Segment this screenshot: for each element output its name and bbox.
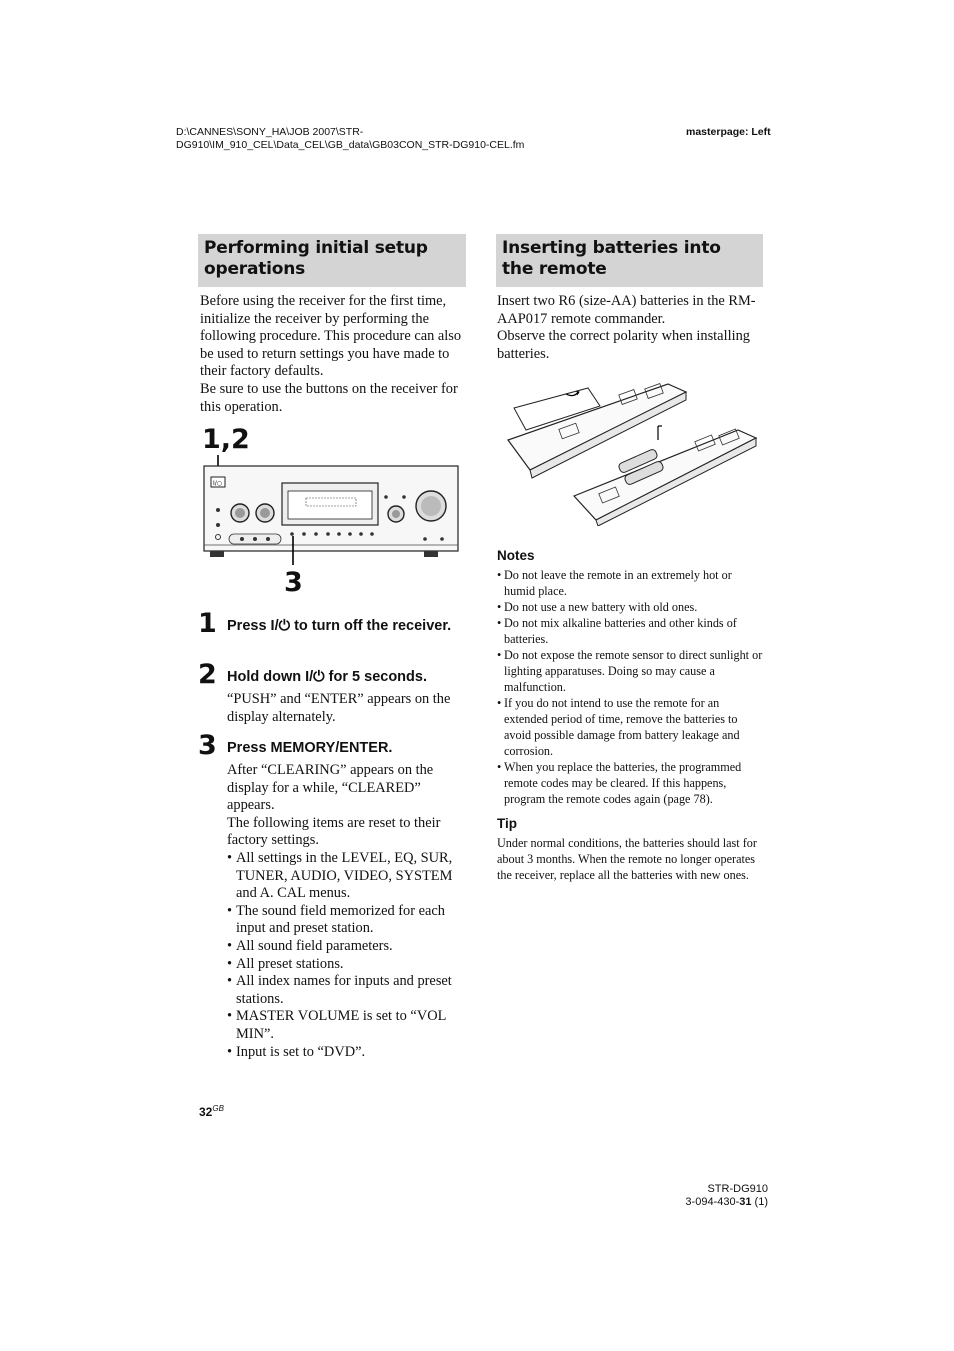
batteries-intro <box>497 293 763 363</box>
list-item: • When you replace the batteries, the programmed remote codes may be cleared. If this happens, program the remote codes again (page 78). <box>497 759 765 807</box>
list-item: • The sound field memorized for each input and preset station. <box>227 903 463 938</box>
step-2-description: “PUSH” and “ENTER” appears on the display alternately. <box>227 691 451 725</box>
setup-intro-para-2: Be sure to use the buttons on the receiver for this operation. <box>200 380 458 415</box>
page-number-suffix: GB <box>212 1104 224 1113</box>
page-number <box>199 1104 224 1119</box>
step-3-description <box>227 762 463 1061</box>
figure-label-memory: 3 <box>284 567 303 598</box>
list-item: • Do not leave the remote in an extremely hot or humid place. <box>497 567 765 599</box>
footer-model-info <box>640 1183 768 1209</box>
step-1-number: 1 <box>198 608 217 639</box>
notes-heading: Notes <box>497 548 535 563</box>
list-item: • Do not mix alkaline batteries and other kinds of batteries. <box>497 615 765 647</box>
tip-heading: Tip <box>497 816 517 831</box>
step-3-desc-1: After “CLEARING” appears on the display for a while, “CLEARED” appears. <box>227 762 434 814</box>
batteries-intro-para-1: Insert two R6 (size-AA) batteries in the RM-AAP017 remote commander. <box>497 293 756 327</box>
list-item: • MASTER VOLUME is set to “VOL MIN”. <box>227 1008 463 1043</box>
file-path-line-1: D:\CANNES\SONY_HA\JOB 2007\STR- <box>176 126 364 138</box>
step-2-title: Hold down I/⏻ for 5 seconds. <box>227 669 427 685</box>
step-3-desc-2: The following items are reset to their factory settings. <box>227 814 441 849</box>
remote-batteries-illustration <box>500 378 762 526</box>
list-item: • Do not use a new battery with old ones. <box>497 599 765 615</box>
figure-label-power: 1,2 <box>202 424 250 455</box>
tip-text: Under normal conditions, the batteries should last for about 3 months. When the remote no longer operates the receiver, replace all the batteries with new ones. <box>497 836 757 882</box>
step-3-title: Press MEMORY/ENTER. <box>227 740 393 756</box>
footer-code-suffix: (1) <box>751 1196 768 1208</box>
list-item: • Input is set to “DVD”. <box>227 1044 463 1062</box>
step-1-title: Press I/⏻ to turn off the receiver. <box>227 618 452 634</box>
footer-model: STR-DG910 <box>707 1183 768 1195</box>
batteries-intro-para-2: Observe the correct polarity when installing batteries. <box>497 328 750 362</box>
list-item: • All preset stations. <box>227 956 463 974</box>
svg-text:I/○: I/○ <box>213 480 223 487</box>
reset-items-list <box>227 850 463 1061</box>
list-item: • All sound field parameters. <box>227 938 463 956</box>
list-item: • All settings in the LEVEL, EQ, SUR, TUNER, AUDIO, VIDEO, SYSTEM and A. CAL menus. <box>227 850 463 903</box>
step-3-number: 3 <box>198 730 217 761</box>
masterpage-label: masterpage: Left <box>686 126 771 138</box>
list-item: • Do not expose the remote sensor to direct sunlight or lighting apparatuses. Doing so may cause a malfunction. <box>497 647 765 695</box>
file-path <box>176 126 524 152</box>
page-number-value: 32 <box>199 1105 213 1119</box>
setup-intro <box>200 293 466 416</box>
step-2-number: 2 <box>198 659 217 690</box>
footer-code-bold: 31 <box>739 1196 752 1208</box>
list-item: • If you do not intend to use the remote for an extended period of time, remove the batteries to avoid possible damage from battery leakage and corrosion. <box>497 695 765 759</box>
section-title-batteries: Inserting batteries into the remote <box>496 234 763 287</box>
receiver-front-panel-illustration <box>196 455 464 565</box>
section-title-setup: Performing initial setup operations <box>198 234 466 287</box>
footer-code <box>640 1196 768 1209</box>
notes-list <box>497 567 765 807</box>
list-item: • All index names for inputs and preset stations. <box>227 973 463 1008</box>
file-path-line-2: DG910\IM_910_CEL\Data_CEL\GB_data\GB03CON_STR-DG910-CEL.fm <box>176 139 525 151</box>
setup-intro-para-1: Before using the receiver for the first time, initialize the receiver by performing the following procedure. This procedure can also be used to return settings you have made to their factory defaults. <box>200 293 462 380</box>
footer-code-prefix: 3-094-430- <box>685 1196 740 1208</box>
